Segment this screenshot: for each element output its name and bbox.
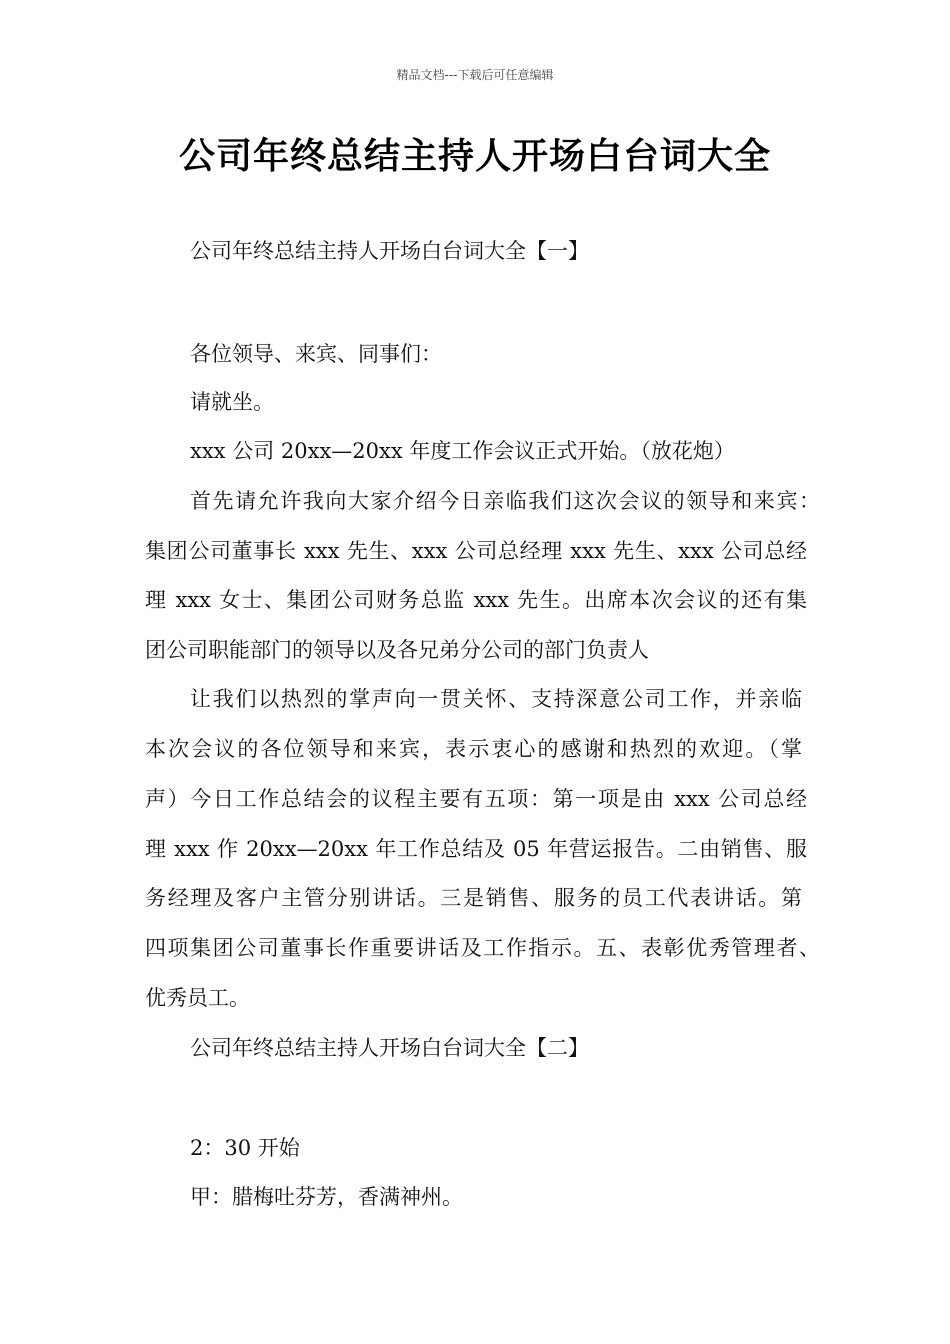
paragraph-1-line: 首先请允许我向大家介绍今日亲临我们这次会议的领导和来宾：	[190, 489, 820, 513]
paragraph-1-line: 团公司职能部门的领导以及各兄弟分公司的部门负责人	[145, 638, 649, 662]
paragraph-1-line: 理 xxx 女士、集团公司财务总监 xxx 先生。出席本次会议的还有集	[145, 588, 807, 612]
please-sit-line: 请就坐。	[190, 390, 274, 414]
paragraph-2-line: 理 xxx 作 20xx—20xx 年工作总结及 05 年营运报告。二由销售、服	[145, 837, 807, 861]
paragraph-2-line: 声）今日工作总结会的议程主要有五项：第一项是由 xxx 公司总经	[145, 787, 807, 811]
paragraph-2-line: 优秀员工。	[145, 986, 250, 1010]
document-title: 公司年终总结主持人开场白台词大全	[178, 136, 771, 177]
dialogue-line-jia: 甲：腊梅吐芬芳，香满神州。	[190, 1185, 463, 1209]
paragraph-2-line: 本次会议的各位领导和来宾，表示衷心的感谢和热烈的欢迎。（掌	[145, 737, 802, 761]
opening-line: xxx 公司 20xx—20xx 年度工作会议正式开始。（放花炮）	[190, 439, 735, 463]
paragraph-1-line: 集团公司董事长 xxx 先生、xxx 公司总经理 xxx 先生、xxx 公司总经	[145, 539, 807, 563]
time-start-line: 2：30 开始	[190, 1136, 300, 1160]
paragraph-2-line: 四项集团公司董事长作重要讲话及工作指示。五、表彰优秀管理者、	[145, 936, 820, 960]
paragraph-2-line: 务经理及客户主管分别讲话。三是销售、服务的员工代表讲话。第	[145, 886, 802, 910]
greeting-line: 各位领导、来宾、同事们：	[190, 342, 442, 366]
section-heading-2: 公司年终总结主持人开场白台词大全【二】	[190, 1036, 589, 1060]
section-heading-1: 公司年终总结主持人开场白台词大全【一】	[190, 239, 589, 263]
page-header: 精品文档---下载后可任意编辑	[396, 68, 554, 82]
paragraph-2-line: 让我们以热烈的掌声向一贯关怀、支持深意公司工作，并亲临	[190, 687, 802, 711]
